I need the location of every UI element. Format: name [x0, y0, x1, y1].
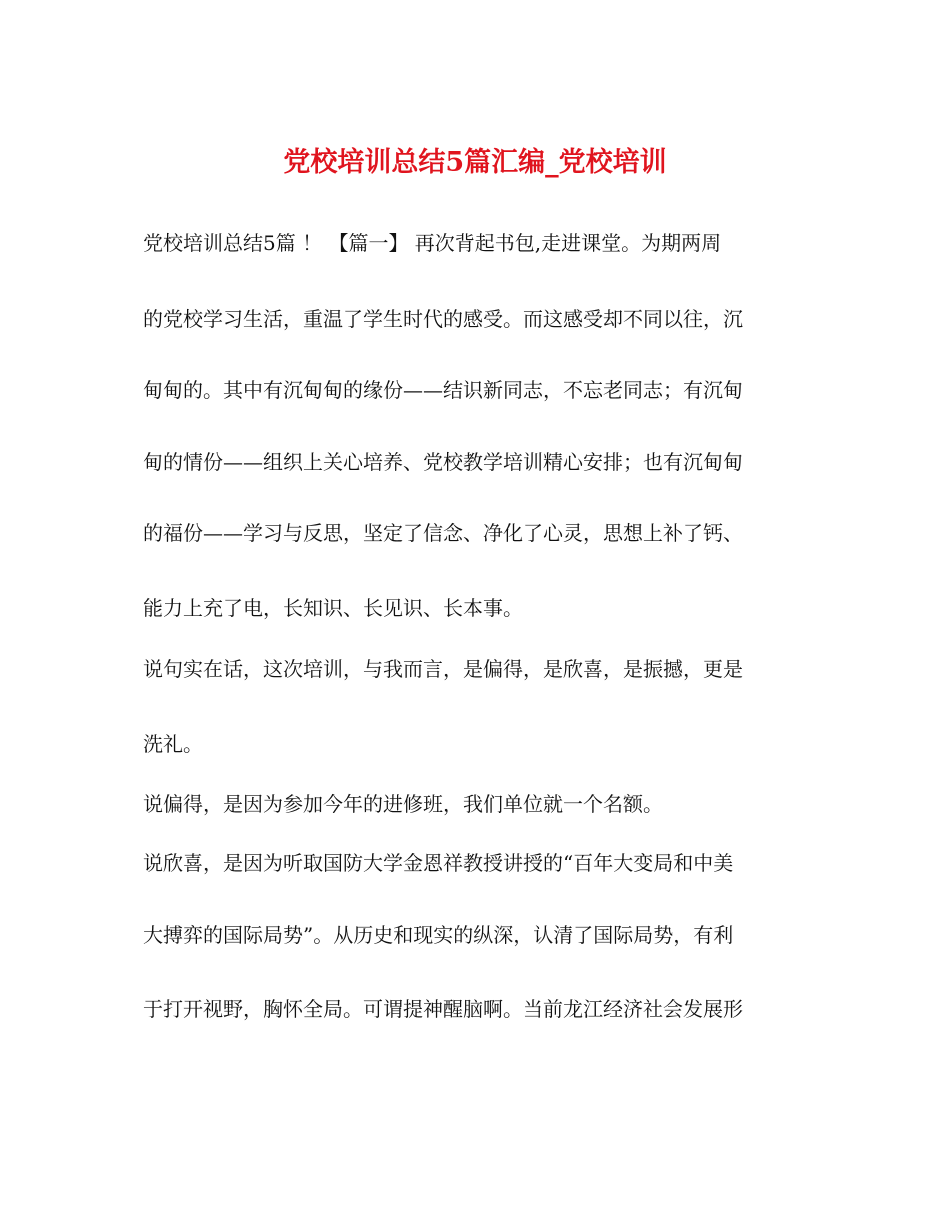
- text-line: 党校培训总结5篇 ！ 【篇一】 再次背起书包,走进课堂。为期两周: [143, 231, 722, 255]
- text-line: 说句实在话，这次培训，与我而言，是偏得，是欣喜，是振撼，更是: [143, 657, 743, 681]
- text-line: 甸的情份——组织上关心培养、党校教学培训精心安排；也有沉甸甸: [143, 450, 743, 474]
- text-line: 的党校学习生活，重温了学生时代的感受。而这感受却不同以往，沉: [143, 307, 743, 331]
- text-line: 于打开视野，胸怀全局。可谓提神醒脑啊。当前龙江经济社会发展形: [143, 997, 743, 1021]
- text-line: 大搏弈的国际局势”。从历史和现实的纵深，认清了国际局势，有利: [143, 923, 734, 947]
- text-line: 甸甸的。其中有沉甸甸的缘份——结识新同志，不忘老同志；有沉甸: [143, 378, 743, 402]
- text-line: 说偏得，是因为参加今年的进修班，我们单位就一个名额。: [143, 792, 663, 816]
- document-title: 党校培训总结5篇汇编_党校培训: [283, 147, 667, 178]
- text-line: 说欣喜，是因为听取国防大学金恩祥教授讲授的“百年大变局和中美: [143, 851, 734, 875]
- text-line: 洗礼。: [143, 732, 203, 756]
- text-line: 能力上充了电，长知识、长见识、长本事。: [143, 596, 523, 620]
- text-line: 的福份——学习与反思，坚定了信念、净化了心灵，思想上补了钙、: [143, 521, 743, 545]
